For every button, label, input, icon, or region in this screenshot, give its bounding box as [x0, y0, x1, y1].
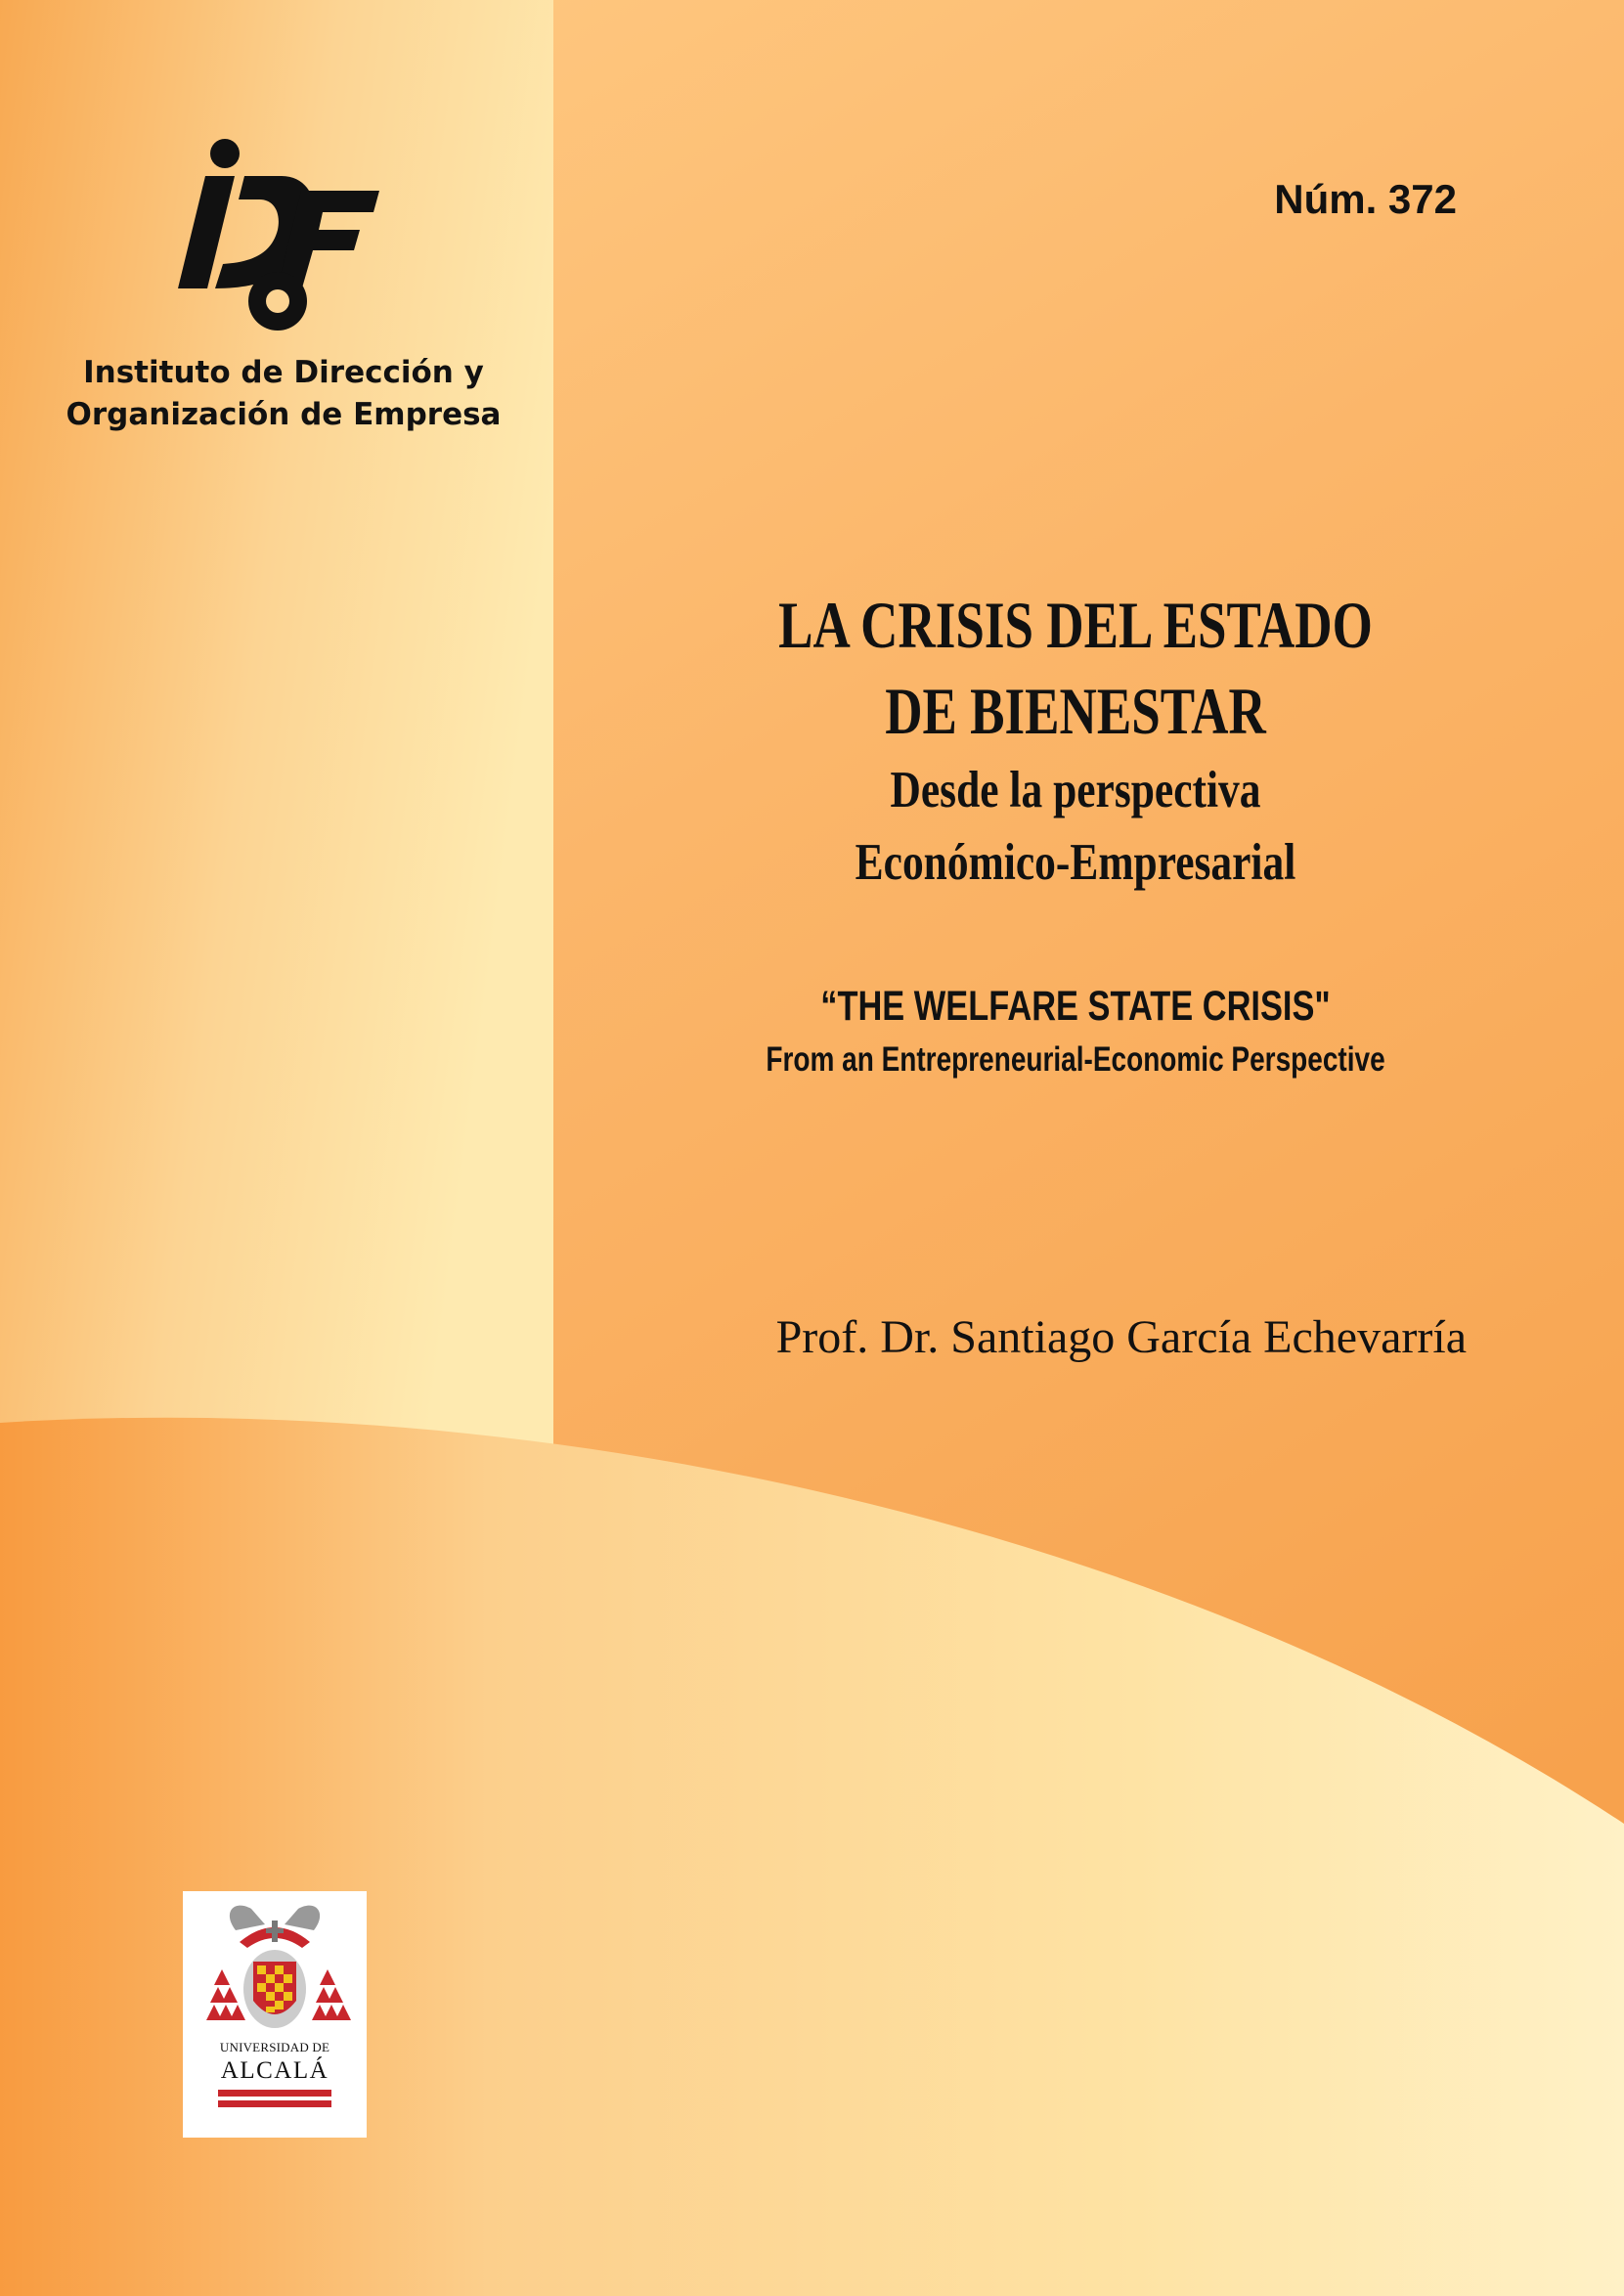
subtitle-line2: Económico-Empresarial: [855, 834, 1296, 891]
idoe-logo: [176, 137, 381, 342]
title-line1: LA CRISIS DEL ESTADO: [778, 588, 1373, 662]
subtitle-line1: Desde la perspectiva: [890, 762, 1261, 818]
university-label-line2: ALCALÁ: [220, 2057, 329, 2084]
author-name: Prof. Dr. Santiago García Echevarría: [775, 1311, 1467, 1363]
title-line2: DE BIENESTAR: [885, 674, 1266, 748]
institute-name-line1: Instituto de Dirección y: [83, 355, 484, 390]
english-title-line1: “THE WELFARE STATE CRISIS": [820, 983, 1331, 1030]
institute-name: [59, 352, 508, 436]
institute-name-line2: Organización de Empresa: [66, 397, 502, 432]
english-title-line2: From an Entrepreneurial-Economic Perspective: [766, 1040, 1385, 1079]
university-stripes: [183, 1891, 367, 2138]
english-title: [684, 978, 1467, 1085]
university-logo: [183, 1891, 367, 2138]
issue-number: Núm. 372: [1274, 176, 1457, 222]
spanish-title: [684, 582, 1467, 899]
university-label-line1: UNIVERSIDAD DE: [219, 2040, 330, 2054]
